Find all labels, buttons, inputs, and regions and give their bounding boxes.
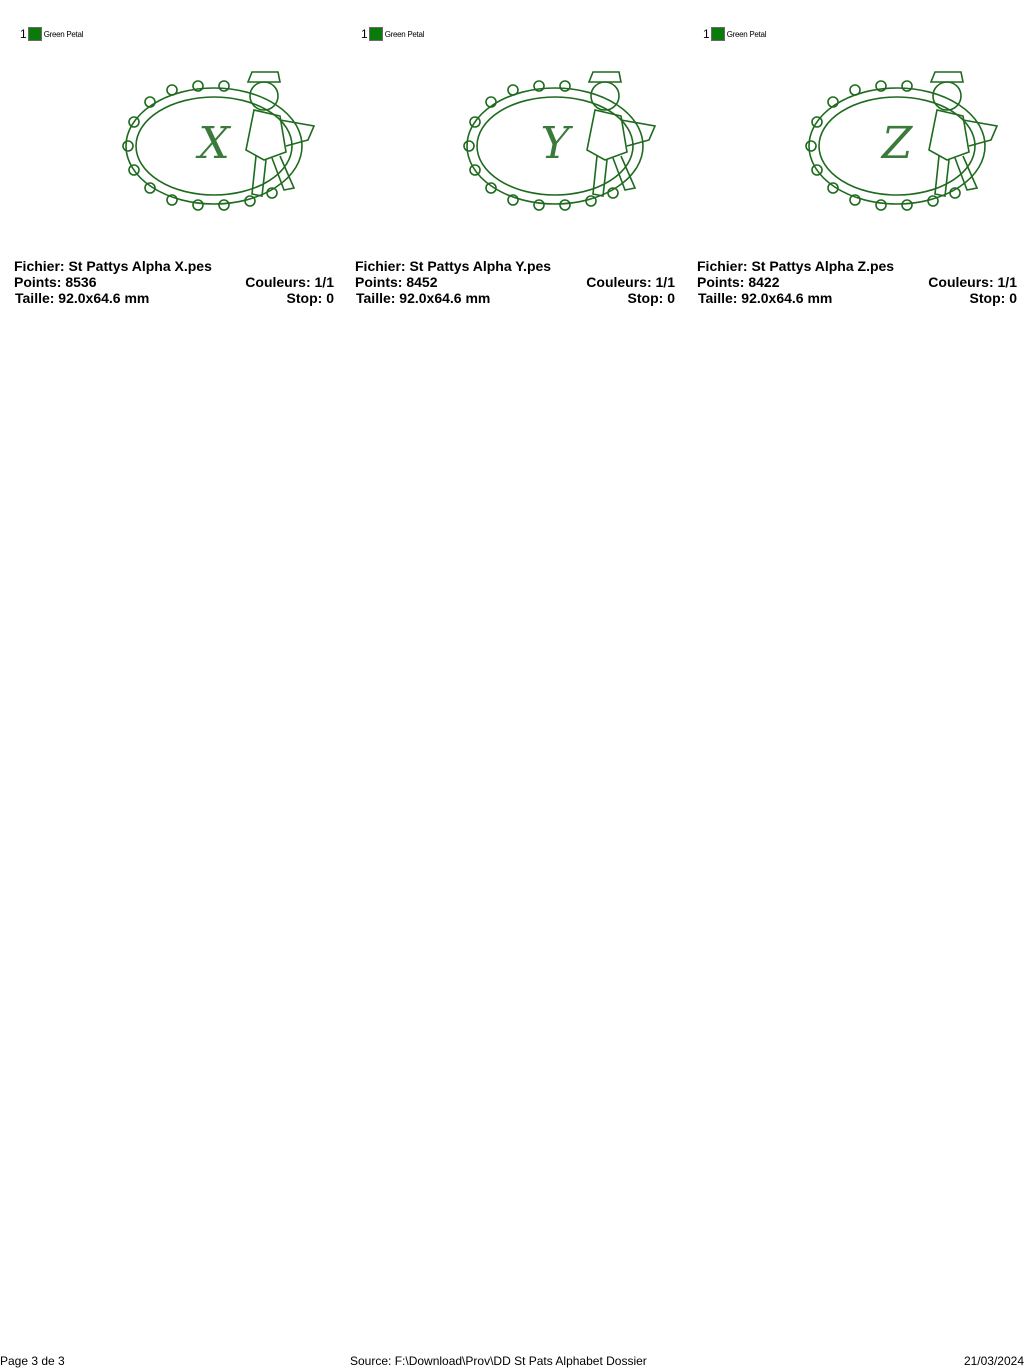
design-card-z: [697, 0, 1017, 320]
thread-legend: [361, 26, 424, 42]
monogram-letter: X: [198, 118, 230, 169]
stop-count: Stop: 0: [969, 290, 1017, 306]
thread-name: Green Petal: [726, 29, 767, 39]
file-name: Fichier: St Pattys Alpha Z.pes: [697, 258, 895, 274]
print-date: 21/03/2024: [963, 1354, 1024, 1368]
page-number: Page 3 de 3: [0, 1354, 65, 1368]
embroidery-design-preview: [114, 60, 344, 220]
stitch-count: Points: 8452: [355, 274, 438, 290]
source-path: Source: F:\Download\Prov\DD St Pats Alphabet Dossier: [350, 1354, 647, 1368]
thread-name: Green Petal: [384, 29, 425, 39]
thread-color-swatch-icon: [711, 27, 725, 41]
design-info: [14, 258, 334, 306]
thread-legend: [703, 26, 766, 42]
thread-color-swatch-icon: [369, 27, 383, 41]
stitch-count: Points: 8536: [14, 274, 97, 290]
color-count: Couleurs: 1/1: [245, 274, 334, 290]
thread-number: 1: [361, 27, 368, 41]
embroidery-design-preview: [797, 60, 1024, 220]
monogram-letter: Z: [881, 118, 913, 169]
stitch-count: Points: 8422: [697, 274, 780, 290]
design-size: Taille: 92.0x64.6 mm: [15, 290, 150, 306]
thread-number: 1: [703, 27, 710, 41]
stop-count: Stop: 0: [627, 290, 675, 306]
thread-color-swatch-icon: [28, 27, 42, 41]
thread-legend: [20, 26, 83, 42]
leprechaun-figure: [587, 72, 655, 196]
leprechaun-figure: [246, 72, 314, 196]
design-card-x: [14, 0, 334, 320]
file-name: Fichier: St Pattys Alpha Y.pes: [355, 258, 552, 274]
design-card-y: [355, 0, 675, 320]
color-count: Couleurs: 1/1: [928, 274, 1017, 290]
embroidery-design-preview: [455, 60, 685, 220]
stop-count: Stop: 0: [286, 290, 334, 306]
file-name: Fichier: St Pattys Alpha X.pes: [14, 258, 212, 274]
design-size: Taille: 92.0x64.6 mm: [698, 290, 833, 306]
leprechaun-figure: [929, 72, 997, 196]
monogram-letter: Y: [540, 118, 570, 169]
design-info: [697, 258, 1017, 306]
thread-name: Green Petal: [43, 29, 84, 39]
color-count: Couleurs: 1/1: [586, 274, 675, 290]
design-size: Taille: 92.0x64.6 mm: [356, 290, 491, 306]
thread-number: 1: [20, 27, 27, 41]
design-info: [355, 258, 675, 306]
